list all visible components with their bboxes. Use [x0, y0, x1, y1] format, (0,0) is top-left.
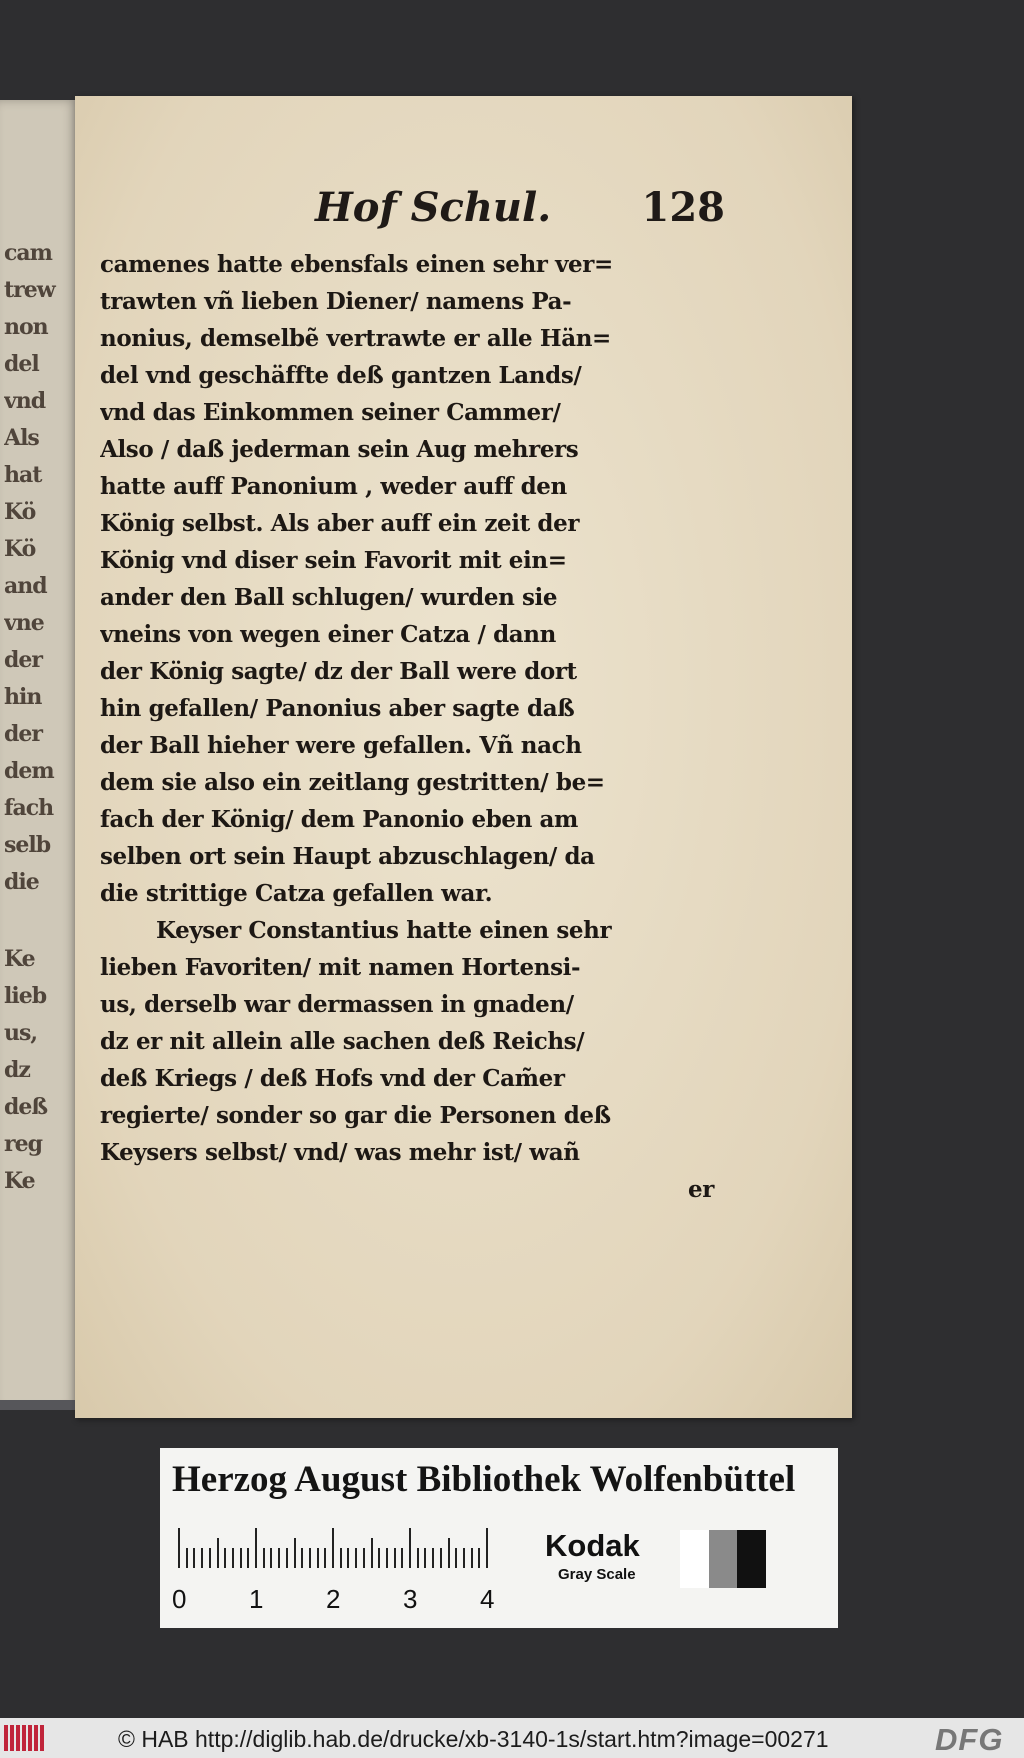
ruler-tick [463, 1548, 465, 1568]
ruler-tick [386, 1548, 388, 1568]
text-line: Keysers selbst/ vnd/ was mehr ist/ wañ [100, 1139, 580, 1166]
ruler-number: 2 [326, 1584, 341, 1614]
ruler-tick [286, 1548, 288, 1568]
ruler-tick [324, 1548, 326, 1568]
previous-page-line: Kö [4, 536, 36, 562]
text-line: regierte/ sonder so gar die Personen deß [100, 1102, 611, 1129]
ruler-tick [309, 1548, 311, 1568]
text-line: der König sagte/ dz der Ball were dort [100, 658, 577, 685]
ruler-tick [332, 1528, 334, 1568]
previous-page-line: us, [4, 1020, 38, 1046]
ruler-tick [471, 1548, 473, 1568]
gray-patch [680, 1530, 709, 1588]
ruler-tick [317, 1548, 319, 1568]
ruler-tick [217, 1538, 219, 1568]
text-line: lieben Favoriten/ mit namen Hortensi- [100, 954, 581, 981]
previous-page-line: die [4, 869, 39, 895]
text-line: der Ball hieher were gefallen. Vñ nach [100, 732, 582, 759]
previous-page-line: Kö [4, 499, 36, 525]
previous-page-line: vne [4, 610, 44, 636]
text-line: fach der König/ dem Panonio eben am [100, 806, 578, 833]
ruler-tick [440, 1548, 442, 1568]
text-line: Also / daß jederman sein Aug mehrers [100, 436, 579, 463]
ruler-tick [424, 1548, 426, 1568]
gray-scale-patches [680, 1530, 766, 1588]
ruler-tick [378, 1548, 380, 1568]
book-page [75, 96, 852, 1418]
text-line: del vnd geschäffte deß gantzen Lands/ [100, 362, 582, 389]
ruler-tick [232, 1548, 234, 1568]
ruler-tick [186, 1548, 188, 1568]
previous-page-line: dz [4, 1057, 30, 1083]
ruler-tick [355, 1548, 357, 1568]
text-line: us, derselb war dermassen in gnaden/ [100, 991, 574, 1018]
ruler-tick [201, 1548, 203, 1568]
gray-scale-label: Gray Scale [558, 1566, 636, 1583]
gray-patch [737, 1530, 766, 1588]
previous-page-line: and [4, 573, 47, 599]
ruler-tick [209, 1548, 211, 1568]
ruler-tick [401, 1548, 403, 1568]
previous-page-line: selb [4, 832, 51, 858]
previous-page-line: del [4, 351, 39, 377]
ruler-tick [363, 1548, 365, 1568]
text-line: König vnd diser sein Favorit mit ein= [100, 547, 567, 574]
previous-page-line: trew [4, 277, 55, 303]
ruler-number: 3 [403, 1584, 418, 1614]
ruler-tick [432, 1548, 434, 1568]
text-line: selben ort sein Haupt abzuschlagen/ da [100, 843, 595, 870]
footer-bar [0, 1718, 1024, 1758]
text-line: nonius, demselbẽ vertrawte er alle Hän= [100, 325, 611, 352]
previous-page-line: cam [4, 240, 52, 266]
text-line: vnd das Einkommen seiner Cammer/ [100, 399, 561, 426]
previous-page-line: hat [4, 462, 42, 488]
running-title: Hof Schul. [315, 184, 552, 231]
previous-page-line: der [4, 647, 42, 673]
ruler-tick [255, 1528, 257, 1568]
page-body-text [100, 246, 720, 1208]
text-line: vneins von wegen einer Catza / dann [100, 621, 556, 648]
ruler-tick [247, 1548, 249, 1568]
previous-page-line: lieb [4, 983, 47, 1009]
ruler-tick [340, 1548, 342, 1568]
ruler-tick [347, 1548, 349, 1568]
text-line: dz er nit allein alle sachen deß Reichs/ [100, 1028, 585, 1055]
ruler-tick [240, 1548, 242, 1568]
source-link[interactable]: © HAB http://diglib.hab.de/drucke/xb-3140-1s/start.htm?image=00271 [118, 1726, 829, 1752]
previous-page-line: non [4, 314, 48, 340]
previous-page-line: dem [4, 758, 54, 784]
ruler-tick [294, 1538, 296, 1568]
ruler-tick [193, 1548, 195, 1568]
text-line: hin gefallen/ Panonius aber sagte daß [100, 695, 575, 722]
text-line: camenes hatte ebensfals einen sehr ver= [100, 251, 613, 278]
previous-page-line: vnd [4, 388, 46, 414]
ruler-tick [263, 1548, 265, 1568]
text-line: ander den Ball schlugen/ wurden sie [100, 584, 558, 611]
gray-patch [709, 1530, 738, 1588]
ruler-tick [224, 1548, 226, 1568]
ruler-tick [417, 1548, 419, 1568]
text-line: Keyser Constantius hatte einen sehr [156, 917, 612, 944]
ruler-tick [478, 1548, 480, 1568]
text-line: dem sie also ein zeitlang gestritten/ be= [100, 769, 605, 796]
previous-page-shadow [0, 1400, 78, 1410]
previous-page-line: fach [4, 795, 54, 821]
text-line: König selbst. Als aber auff ein zeit der [100, 510, 580, 537]
page-number: 128 [641, 184, 725, 231]
color-scale-card [160, 1448, 838, 1628]
running-header [315, 184, 725, 236]
centimeter-ruler [172, 1526, 522, 1626]
previous-page-edge [0, 100, 78, 1410]
ruler-number: 0 [172, 1584, 187, 1614]
ruler-tick [394, 1548, 396, 1568]
ruler-tick [409, 1528, 411, 1568]
previous-page-line: Ke [4, 946, 35, 972]
text-line: trawten vñ lieben Diener/ namens Pa- [100, 288, 572, 315]
ruler-number: 1 [249, 1584, 264, 1614]
previous-page-line: reg [4, 1131, 42, 1157]
text-line: die strittige Catza gefallen war. [100, 880, 493, 907]
previous-page-text [4, 240, 78, 1205]
ruler-tick [371, 1538, 373, 1568]
hab-logo-icon [4, 1725, 44, 1751]
ruler-tick [455, 1548, 457, 1568]
previous-page-gap [4, 906, 78, 946]
institution-name: Herzog August Bibliothek Wolfenbüttel [172, 1459, 796, 1500]
kodak-logo: Kodak [545, 1528, 640, 1563]
previous-page-line: hin [4, 684, 42, 710]
previous-page-line: Ke [4, 1168, 35, 1194]
text-line: hatte auff Panonium , weder auff den [100, 473, 567, 500]
ruler-tick [448, 1538, 450, 1568]
text-line: er [688, 1176, 714, 1203]
ruler-tick [301, 1548, 303, 1568]
previous-page-line: Als [4, 425, 39, 451]
text-line: deß Kriegs / deß Hofs vnd der Cam̃er [100, 1065, 565, 1092]
previous-page-line: deß [4, 1094, 48, 1120]
dfg-logo: DFG [935, 1722, 1004, 1757]
ruler-tick [486, 1528, 488, 1568]
ruler-tick [270, 1548, 272, 1568]
ruler-tick [278, 1548, 280, 1568]
ruler-number: 4 [480, 1584, 495, 1614]
ruler-tick [178, 1528, 180, 1568]
previous-page-line: der [4, 721, 42, 747]
